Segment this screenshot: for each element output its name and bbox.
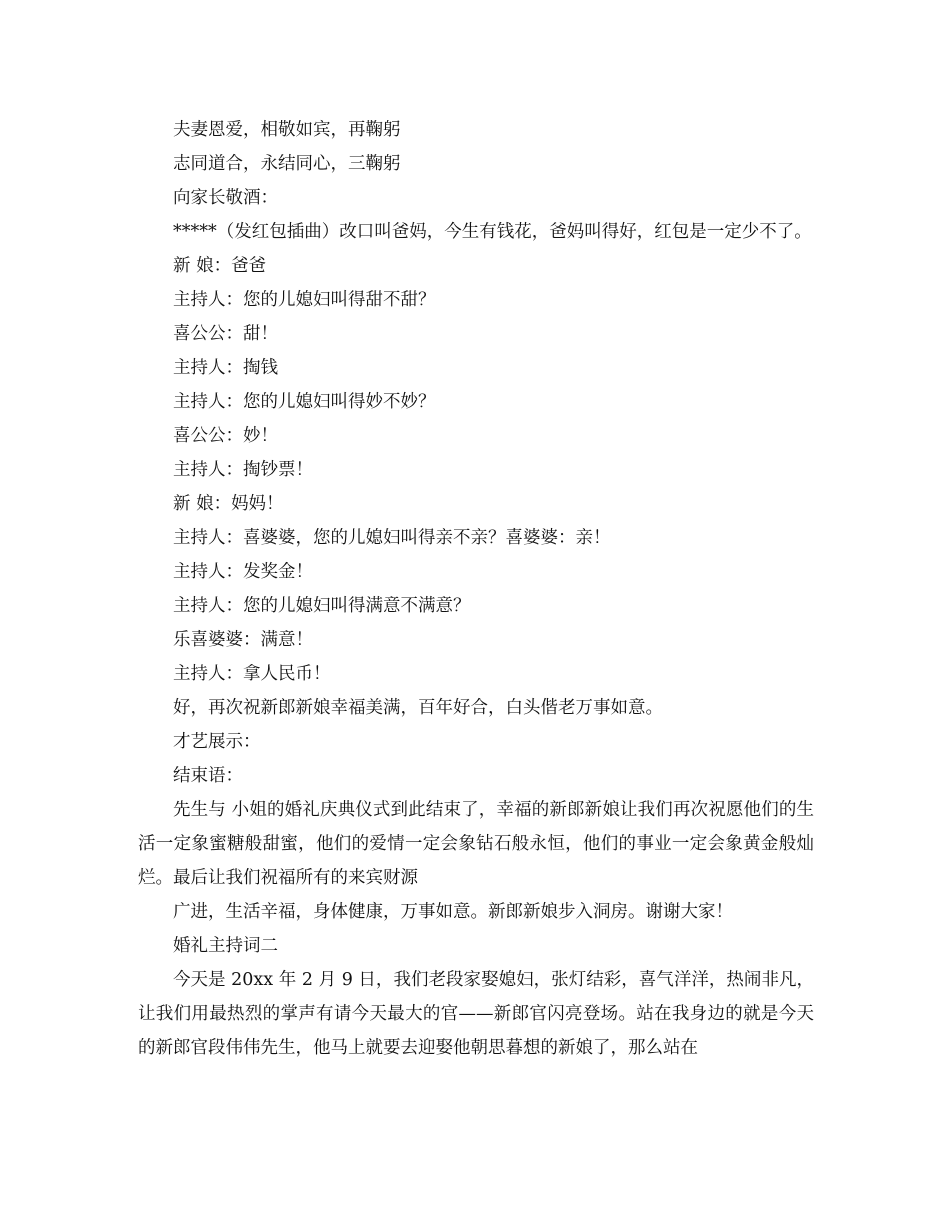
paragraph-host-mother-dear: 主持人：喜婆婆，您的儿媳妇叫得亲不亲？喜婆婆：亲！ xyxy=(173,528,611,548)
paragraph-closing-thanks: 广进，生活辛福，身体健康，万事如意。新郎新娘步入洞房。谢谢大家！ xyxy=(173,902,733,922)
paragraph-host-bonus: 主持人：发奖金！ xyxy=(173,562,313,582)
paragraph-host-wonderful: 主持人：您的儿媳妇叫得妙不妙？ xyxy=(173,392,436,412)
paragraph-toast-parents-heading: 向家长敬酒： xyxy=(173,188,278,208)
paragraph-host-banknotes: 主持人：掏钞票！ xyxy=(173,460,313,480)
paragraph-bride-mom: 新 娘：妈妈！ xyxy=(173,494,284,514)
paragraph-script-two-intro: 今天是 20xx 年 2 月 9 日，我们老段家娶媳妇，张灯结彩，喜气洋洋，热闹非凡，让我们用最热烈的掌声有请今天最大的官——新郎官闪亮登场。站在我身边的就是今天的新郎官段伟伟先生，他马上就要去迎娶他朝思暮想的新娘了，那么站在 xyxy=(138,970,814,1058)
paragraph-host-sweet: 主持人：您的儿媳妇叫得甜不甜？ xyxy=(173,290,436,310)
paragraph-closing-heading: 结束语： xyxy=(173,766,243,786)
paragraph-bride-dad: 新 娘：爸爸 xyxy=(173,256,267,276)
paragraph-bow-third: 志同道合，永结同心，三鞠躬 xyxy=(173,154,401,174)
document-body xyxy=(138,113,814,1065)
paragraph-mother-satisfied: 乐喜婆婆：满意！ xyxy=(173,630,313,650)
paragraph-closing-speech: 先生与 小姐的婚礼庆典仪式到此结束了，幸福的新郎新娘让我们再次祝愿他们的生活一定象蜜糖般甜蜜，他们的爱情一定会象钻石般永恒，他们的事业一定会象黄金般灿烂。最后让我们祝福所有的来宾财源 xyxy=(138,800,814,888)
paragraph-talent-show-heading: 才艺展示： xyxy=(173,732,261,752)
paragraph-red-envelope: *****（发红包插曲）改口叫爸妈，今生有钱花，爸妈叫得好，红包是一定少不了。 xyxy=(173,222,812,242)
paragraph-father-sweet: 喜公公：甜！ xyxy=(173,324,278,344)
paragraph-blessing: 好，再次祝新郎新娘幸福美满，百年好合，白头偕老万事如意。 xyxy=(173,698,663,718)
paragraph-host-money: 主持人：掏钱 xyxy=(173,358,278,378)
paragraph-host-satisfied: 主持人：您的儿媳妇叫得满意不满意？ xyxy=(173,596,471,616)
paragraph-host-rmb: 主持人：拿人民币！ xyxy=(173,664,331,684)
section-title-script-two: 婚礼主持词二 xyxy=(173,936,278,956)
paragraph-father-wonderful: 喜公公：妙！ xyxy=(173,426,278,446)
paragraph-bow-again: 夫妻恩爱，相敬如宾，再鞠躬 xyxy=(173,120,401,140)
